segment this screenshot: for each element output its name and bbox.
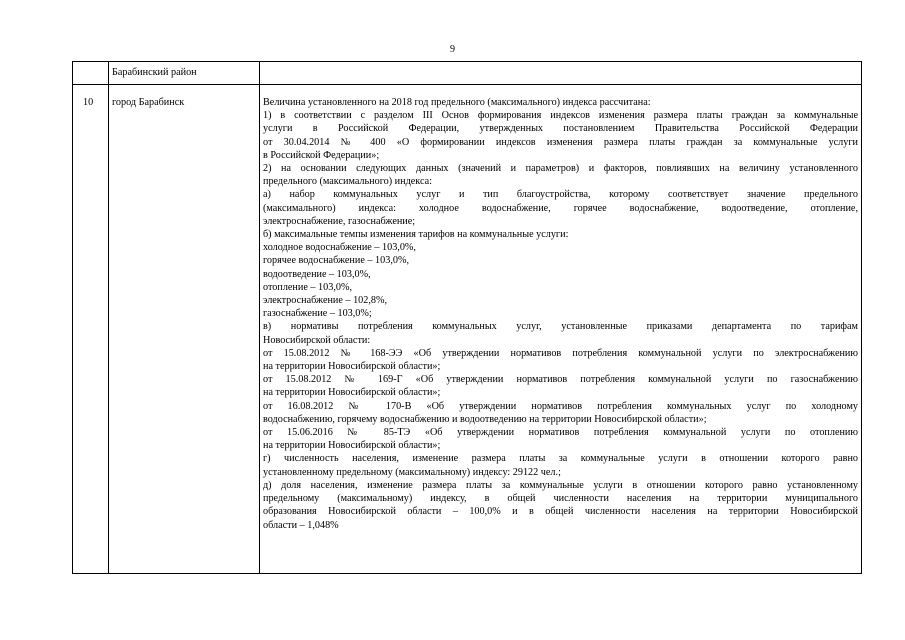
description-line: на территории Новосибирской области»; — [263, 361, 441, 373]
description-line: (максимального) индекса: холодное водоснабжение, горячее водоснабжение, водоотведение, отопление, — [263, 202, 858, 214]
district-header-row — [73, 62, 862, 85]
tariff-index-table — [72, 61, 862, 574]
description-line: отопление – 103,0%, — [263, 281, 352, 293]
description-line: образования Новосибирской области – 100,0% и в общей численности населения на территории Новосибирской — [263, 506, 858, 518]
row-number-cell: 10 — [73, 85, 109, 574]
description-line: а) набор коммунальных услуг и тип благоустройства, которому соответствует значение предельного — [263, 189, 858, 201]
description-line: электроснабжение – 102,8%, — [263, 295, 388, 307]
description-line: горячее водоснабжение – 103,0%, — [263, 255, 410, 267]
description-line: от 30.04.2014 № 400 «О формировании индексов изменения размера платы граждан за коммунальные услуги — [263, 136, 858, 148]
description-line: б) максимальные темпы изменения тарифов на коммунальные услуги: — [263, 229, 569, 241]
description-line: предельного (максимального) индекса: — [263, 176, 432, 188]
municipality-name-cell: город Барабинск — [109, 85, 260, 574]
table-row — [73, 85, 862, 574]
description-line: Новосибирской области: — [263, 334, 371, 346]
description-line: холодное водоснабжение – 103,0%, — [263, 242, 416, 254]
description-line: водоснабжению, горячему водоснабжению и водоотведению на территории Новосибирской области»; — [263, 413, 707, 425]
description-line: от 15.06.2016 № 85-ТЭ «Об утверждении нормативов потребления коммунальной услуги по отоплению — [263, 427, 858, 439]
description-line: 2) на основании следующих данных (значений и параметров) и факторов, повлиявших на величину установленного — [263, 163, 858, 175]
header-num-cell — [73, 62, 109, 85]
header-text-cell — [260, 62, 862, 85]
description-line: Величина установленного на 2018 год предельного (максимального) индекса рассчитана: — [263, 97, 651, 108]
description-line: в Российской Федерации»; — [263, 149, 380, 161]
district-name-cell: Барабинский район — [109, 62, 260, 85]
description-line: услуги в Российской Федерации, утвержденных постановлением Правительства Российской Федерации — [263, 123, 858, 135]
description-line: в) нормативы потребления коммунальных услуг, установленные приказами департамента по тарифам — [263, 321, 858, 333]
description-line: предельному (максимальному) индексу, в общей численности населения на территории муниципального — [263, 493, 858, 505]
description-line: водоотведение – 103,0%, — [263, 268, 371, 280]
description-line: газоснабжение – 103,0%; — [263, 308, 372, 320]
page-number: 9 — [450, 44, 455, 55]
description-line: от 15.08.2012 № 169-Г «Об утверждении нормативов потребления коммунальной услуги по газоснабжению — [263, 374, 858, 386]
description-line: от 16.08.2012 № 170-В «Об утверждении нормативов потребления коммунальных услуг по холодному — [263, 400, 858, 412]
description-line: 1) в соответствии с разделом III Основ формирования индексов изменения размера платы граждан за коммунальные — [263, 110, 858, 122]
index-description-cell — [260, 85, 862, 574]
description-line: от 15.08.2012 № 168-ЭЭ «Об утверждении нормативов потребления коммунальной услуги по электроснабжению — [263, 347, 858, 359]
description-line: области – 1,048% — [263, 519, 339, 531]
description-line: г) численность населения, изменение размера платы за коммунальные услуги в отношении которого равно — [263, 453, 858, 465]
description-line: д) доля населения, изменение размера платы за коммунальные услуги в отношении которого равно установленному — [263, 479, 858, 491]
description-line: на территории Новосибирской области»; — [263, 440, 441, 452]
description-line: на территории Новосибирской области»; — [263, 387, 441, 399]
description-line: установленному предельному (максимальному) индексу: 29122 чел.; — [263, 466, 561, 478]
description-line: электроснабжение, газоснабжение; — [263, 215, 416, 227]
